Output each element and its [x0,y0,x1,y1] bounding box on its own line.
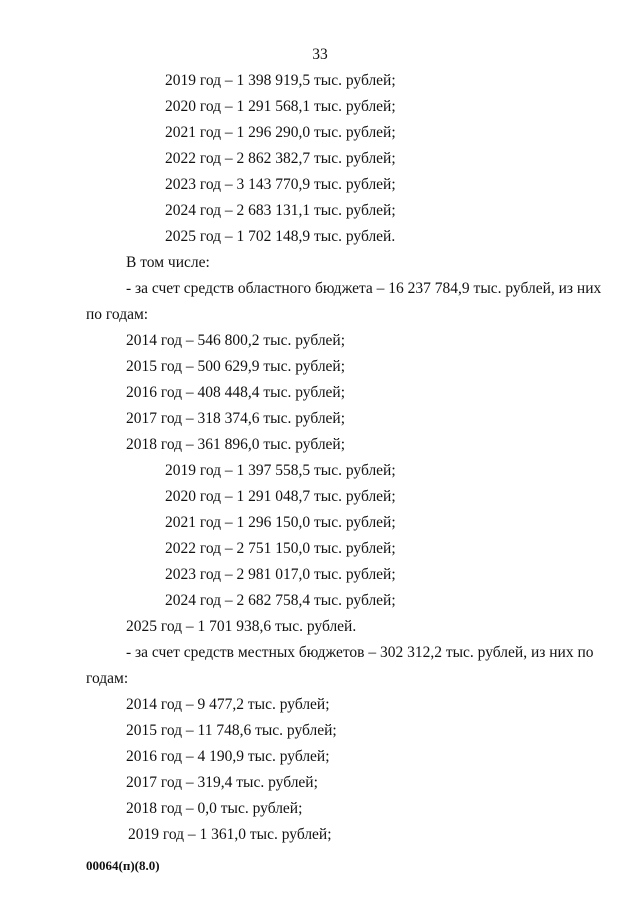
year-line: 2018 год – 0,0 тыс. рублей; [126,800,303,817]
year-line: 2016 год – 408 448,4 тыс. рублей; [126,384,346,401]
local-budget-intro: - за счет средств местных бюджетов – 302 312,2 тыс. рублей, из них по [126,644,594,661]
year-line: 2024 год – 2 683 131,1 тыс. рублей; [165,202,396,219]
year-line: 2019 год – 1 397 558,5 тыс. рублей; [165,462,396,479]
year-line: 2016 год – 4 190,9 тыс. рублей; [126,748,330,765]
local-budget-intro-cont: годам: [86,670,129,687]
year-line: 2015 год – 11 748,6 тыс. рублей; [126,722,337,739]
year-line: 2020 год – 1 291 568,1 тыс. рублей; [165,98,396,115]
page-number: 33 [312,46,328,63]
year-line: 2014 год – 9 477,2 тыс. рублей; [126,696,330,713]
year-line: 2021 год – 1 296 150,0 тыс. рублей; [165,514,396,531]
year-line: 2017 год – 319,4 тыс. рублей; [126,774,318,791]
year-line: 2023 год – 2 981 017,0 тыс. рублей; [165,566,396,583]
year-line: 2025 год – 1 701 938,6 тыс. рублей. [126,618,357,635]
year-line: 2018 год – 361 896,0 тыс. рублей; [126,436,346,453]
year-line: 2025 год – 1 702 148,9 тыс. рублей. [165,228,396,245]
year-line: 2022 год – 2 751 150,0 тыс. рублей; [165,540,396,557]
year-line: 2019 год – 1 361,0 тыс. рублей; [128,826,332,843]
year-line: 2014 год – 546 800,2 тыс. рублей; [126,332,346,349]
year-line: 2017 год – 318 374,6 тыс. рублей; [126,410,346,427]
year-line: 2022 год – 2 862 382,7 тыс. рублей; [165,150,396,167]
regional-budget-intro-cont: по годам: [86,306,149,323]
year-line: 2021 год – 1 296 290,0 тыс. рублей; [165,124,396,141]
document-code: 00064(п)(8.0) [86,858,160,873]
regional-budget-intro: - за счет средств областного бюджета – 16 237 784,9 тыс. рублей, из них [126,280,602,297]
year-line: 2019 год – 1 398 919,5 тыс. рублей; [165,72,396,89]
in-total-heading: В том числе: [126,254,210,271]
year-line: 2023 год – 3 143 770,9 тыс. рублей; [165,176,396,193]
year-line: 2015 год – 500 629,9 тыс. рублей; [126,358,346,375]
year-line: 2024 год – 2 682 758,4 тыс. рублей; [165,592,396,609]
year-line: 2020 год – 1 291 048,7 тыс. рублей; [165,488,396,505]
